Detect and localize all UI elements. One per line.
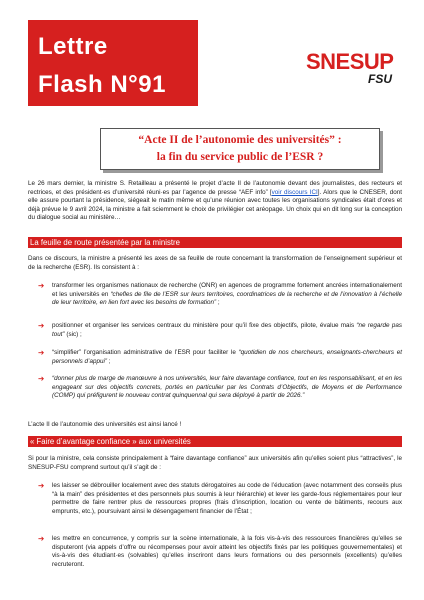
speech-link[interactable]: voir discours ICI xyxy=(271,188,318,196)
intro-paragraph xyxy=(28,180,402,223)
red-arrow-icon: ➔ xyxy=(38,281,45,290)
list-item: ➔ “donner plus de marge de manœuvre à nos universités, leur faire davantage confiance, tout en les responsabilisant, et en les engageant sur des objectifs concrets, portés en particulier par les Contrats d’Objectifs, de Moyens et de Performance (COMP) qui préfigurent le nouveau contrat quinquennal qui sera déployé à partir de 2026.” xyxy=(38,374,402,400)
flash-title-line1: Lettre xyxy=(38,33,108,60)
logo-main-text: SNESUP xyxy=(306,49,394,74)
section1-closing: L’acte II de l’autonomie des universités est ainsi lancé ! xyxy=(28,421,182,428)
red-arrow-icon: ➔ xyxy=(38,481,45,490)
red-arrow-icon: ➔ xyxy=(38,321,45,330)
list-item: ➔ positionner et organiser les services centraux du ministère pour qu’il fixe des objectifs, pilote, évalue mais “ne regarde pas tout” (sic) ; xyxy=(38,321,402,338)
intro-text-b: ]. Alors que le CNESER, dont elle assure pourtant la présidence, siégeait le matin même et qu’une réunion avec toutes les organisations syndicales était d’ores et déjà prévue le 9 avril 2024, la ministre a fait sciemment le choix de privilégier cet aréopage. Un choix qui en dit long sur la conception du dialogue social au ministère… xyxy=(28,188,403,222)
list-item: ➔ transformer les organismes nationaux de recherche (ONR) en agences de programme fortement ancrées internationalement et les universités en “chefles de file de l’ESR sur leurs territoires, coordinatrices de la recherche et de l’innovation à l’échelle de leur territoire, en lien fort avec les besoins de formation” ; xyxy=(38,281,402,307)
logo-sub-text: FSU xyxy=(368,72,392,86)
list-item: ➔ les laisser se débrouiller localement avec des statuts dérogatoires au code de l’éducation (avec notamment des conseils plus “à la main” des présidentes et des personnels plus soumis à leur hiérarchie) et lever les garde-fous réglementaires pour leur permettre de faire rentrer plus de ressources propres (frais d’inscription, location ou vente de bâtiments, recours aux emprunts, etc.), poursuivant ainsi le désengagement financier de l’État ; xyxy=(38,481,402,515)
article-title-box xyxy=(100,128,380,170)
section2-intro: Si pour la ministre, cela consiste principalement à “faire davantage confiance” aux universités afin qu’elles soient plus “attractives”, le SNESUP-FSU comprend surtout qu’il s’agit de : xyxy=(28,455,402,471)
red-arrow-icon: ➔ xyxy=(38,348,45,357)
intro-text-a: Le 26 mars dernier, la ministre S. Retailleau a présenté le projet d’acte II de l’autonomie devant des journalistes, des recteurs et rectrices, et des président·es d’université réuni·es par l’agence de presse “AEF info” [ xyxy=(28,180,402,196)
section1-intro: Dans ce discours, la ministre a présenté les axes de sa feuille de route concernant la transformation de l’enseignement supérieur et de la recherche (ESR). Ils consistent à : xyxy=(28,255,402,271)
snesup-fsu-logo xyxy=(306,50,402,96)
red-arrow-icon: ➔ xyxy=(38,374,45,383)
section-heading-roadmap: La feuille de route présentée par la ministre xyxy=(28,237,402,248)
red-arrow-icon: ➔ xyxy=(38,534,45,543)
flash-title-line2: Flash N°91 xyxy=(38,71,166,98)
article-title-line2: la fin du service public de l’ESR ? xyxy=(156,151,324,163)
flash-header-box xyxy=(28,20,198,106)
list-item: ➔ les mettre en concurrence, y compris sur la scène internationale, à la fois vis-à-vis des ressources financières qu’elles se disputeront (via appels d’offre ou récompenses pour avoir atteint les objectifs fixés par les politiques gouvernementales) et vis-à-vis des étudiant·es (solvables) qu’elles inscriront dans leurs formations ou des personnels (excellents) qu’elles recruteront. xyxy=(38,534,402,568)
section-heading-confidence: « Faire d’avantage confiance » aux universités xyxy=(28,436,402,447)
article-title-line1: “Acte II de l’autonomie des universités” : xyxy=(138,134,342,146)
list-item: ➔ “simplifier” l’organisation administrative de l’ESR pour faciliter le “quotidien de nos chercheurs, enseignants-chercheurs et personnels d’appui” ; xyxy=(38,348,402,365)
